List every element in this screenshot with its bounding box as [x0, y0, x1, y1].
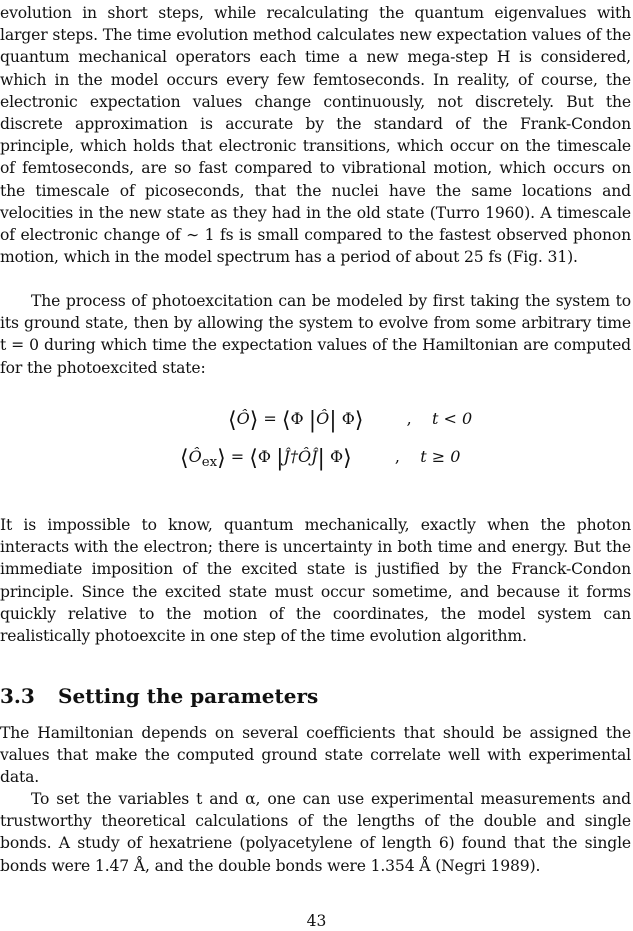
operator-product: Ĵ†ÔĴ [283, 447, 318, 466]
equation-ground-state: ⟨Ô⟩ = ⟨Φ |Ô| Φ⟩ , t < 0 [228, 408, 473, 433]
paragraph-hamiltonian: The Hamiltonian depends on several coefficients that should be assigned the values that make the computed ground state correlate well with experimental data. [0, 724, 631, 787]
angle-bracket-left: ⟨ [281, 408, 291, 433]
ket-state: Φ [330, 447, 344, 466]
equation-excited-state: $⟨Ô_{ex}⟩$ = ⟨Φ |Ĵ†ÔĴ| Φ⟩ , t ≥ 0 [180, 446, 461, 471]
paragraph-frank-condon: evolution in short steps, while recalculating the quantum eigenvalues with larger steps. The time evolution method calculates new expectation values of the quantum mechanical operators each time a new mega-step H is considered, which in the model occurs every few femtoseconds. In reality, of course, the electronic expectation values change continuously, not discretely. But the discrete approximation is accurate by the standard of the Frank-Condon principle, which holds that electronic transitions, which occur on the timescale of femtoseconds, are so fast compared to vibrational motion, which occurs on the timescale of picoseconds, that the nuclei have the same locations and velocities in the new state as they had in the old state (Turro 1960). A timescale of electronic change of ∼ 1 fs is small compared to the fastest observed phonon motion, which in the model spectrum has a period of about 25 fs (Fig. 31). [0, 4, 631, 267]
page-number: 43 [306, 912, 327, 930]
bar-separator: | [317, 446, 325, 471]
time-condition: t ≥ 0 [420, 447, 461, 466]
angle-bracket-left: ⟨ [180, 446, 189, 471]
angle-bracket-right: ⟩ [217, 446, 226, 471]
paragraph-uncertainty: It is impossible to know, quantum mechanically, exactly when the photon interacts with the electron; there is uncertainty in both time and energy. But the immediate imposition of the excited state is justified by the Franck-Condon principle. Since the excited state must occur sometime, and because it forms quickly relative to the motion of the coordinates, the model system can realistically photoexcite in one step of the time evolution algorithm. [0, 516, 631, 646]
bra-state: Φ [257, 447, 272, 466]
angle-bracket-left: ⟨ [249, 446, 258, 471]
bar-separator: | [308, 408, 317, 433]
bar-separator: | [329, 408, 337, 433]
ket-state: Φ [341, 409, 355, 428]
angle-bracket-right: ⟩ [343, 446, 352, 471]
bar-separator: | [276, 446, 284, 471]
operator-symbol: Ô [316, 409, 330, 428]
bra-state: Φ [290, 409, 304, 428]
angle-bracket-left: ⟨ [228, 408, 237, 433]
angle-bracket-right: ⟩ [249, 408, 259, 433]
operator-subscript: ex [201, 455, 218, 471]
section-title: Setting the parameters [58, 684, 319, 708]
section-number: 3.3 [0, 684, 35, 708]
section-heading [0, 683, 318, 709]
operator-symbol: Ô [188, 447, 202, 466]
paragraph-bond-lengths: To set the variables t and α, one can use experimental measurements and trustworthy theoretical calculations of the lengths of the double and single bonds. A study of hexatriene (polyacetylene of length 6) found that the single bonds were 1.47 Å, and the double bonds were 1.354 Å (Negri 1989). [0, 790, 631, 875]
operator-symbol: Ô [236, 409, 250, 428]
time-condition: t < 0 [432, 409, 473, 428]
angle-bracket-right: ⟩ [354, 408, 364, 433]
paragraph-photoexcitation: The process of photoexcitation can be modeled by first taking the system to its ground state, then by allowing the system to evolve from some arbitrary time t = 0 during which time the expectation values of the Hamiltonian are computed for the photoexcited state: [0, 292, 631, 377]
